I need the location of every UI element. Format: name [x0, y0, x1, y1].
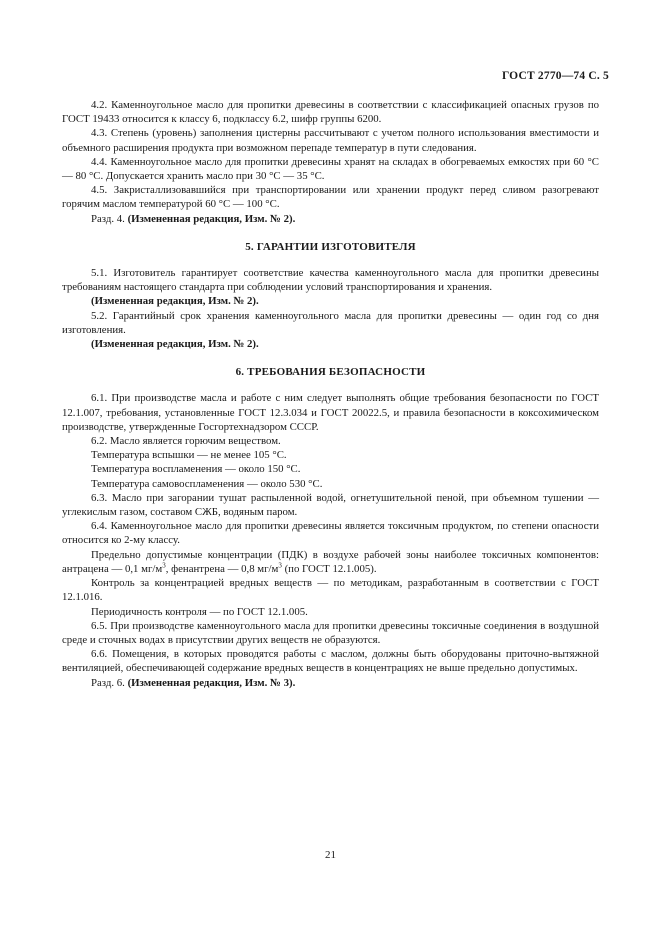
- paragraph-6-3: 6.3. Масло при загорании тушат распыленной водой, огнетушительной пеной, при объемном тушении — углекислым газом, составом СЖБ, водяным паром.: [62, 491, 599, 519]
- autoignition-temperature-line: Температура самовоспламенения — около 530 °С.: [91, 477, 323, 490]
- paragraph-4-3: 4.3. Степень (уровень) заполнения цистерны рассчитывают с учетом полного использования вместимости и объемного расширения продукта при возможном перепаде температур в пути следования.: [62, 127, 599, 154]
- paragraph-6-5: 6.5. При производстве каменноугольного масла для пропитки древесины токсичные соединения в воздушной среде и сточных водах в присутствии других веществ не образуются.: [62, 619, 599, 646]
- amendment-note-5-1: (Измененная редакция, Изм. № 2).: [91, 295, 259, 308]
- amendment-note-section-6: [62, 676, 599, 690]
- mac-text-anthracene: Предельно допустимые концентрации (ПДК) в воздухе рабочей зоны наиболее токсичных компонентов: антрацена — 0,1 мг/м: [62, 548, 599, 575]
- amendment-text: (Измененная редакция, Изм. № 3).: [127, 676, 296, 689]
- amendment-text: (Измененная редакция, Изм. № 2).: [127, 212, 296, 225]
- amendment-note-section-4: [62, 212, 599, 226]
- paragraph-5-2: 5.2. Гарантийный срок хранения каменноугольного масла для пропитки древесины — один год со дня изготовления.: [62, 309, 599, 336]
- superscript-3: 3: [278, 561, 282, 570]
- mac-text-phenanthrene: , фенантрена — 0,8 мг/м: [165, 562, 279, 575]
- mac-concentrations-paragraph: [62, 548, 599, 576]
- page-number: 21: [325, 849, 336, 861]
- flash-point-line: Температура вспышки — не менее 105 °С.: [91, 449, 287, 462]
- paragraph-5-1: 5.1. Изготовитель гарантирует соответствие качества каменноугольного масла для пропитки древесины требованиям настоящего стандарта при соблюдении условий транспортирования и хранения.: [62, 267, 599, 294]
- amendment-note-5-2: (Измененная редакция, Изм. № 2).: [91, 338, 259, 351]
- paragraph-6-2: 6.2. Масло является горючим веществом.: [91, 435, 281, 448]
- ignition-temperature-line: Температура воспламенения — около 150 °С.: [91, 463, 301, 476]
- paragraph-4-4: 4.4. Каменноугольное масло для пропитки древесины хранят на складах в обогреваемых емкостях при 60 °С — 80 °С. Допускается хранить масло при 30 °С — 35 °С.: [62, 155, 599, 183]
- paragraph-4-2: 4.2. Каменноугольное масло для пропитки древесины в соответствии с классификацией опасных грузов по ГОСТ 19433 относится к классу 6, подклассу 6.2, шифр группы 6200.: [62, 99, 599, 126]
- section-5-title: 5. ГАРАНТИИ ИЗГОТОВИТЕЛЯ: [245, 240, 416, 253]
- amendment-prefix: Разд. 6.: [91, 676, 125, 689]
- paragraph-6-6: 6.6. Помещения, в которых проводятся работы с маслом, должны быть оборудованы приточно-вытяжной вентиляцией, обеспечивающей содержание вредных веществ в концентрациях не выше предельно допустимых.: [62, 648, 599, 675]
- paragraph-4-5: 4.5. Закристаллизовавшийся при транспортировании или хранении продукт перед сливом разогревают горячим маслом температурой 60 °С — 100 °С.: [62, 184, 599, 211]
- section-6-title: 6. ТРЕБОВАНИЯ БЕЗОПАСНОСТИ: [235, 366, 426, 379]
- control-periodicity-line: Периодичность контроля — по ГОСТ 12.1.005.: [91, 605, 308, 618]
- document-body: [62, 98, 599, 690]
- amendment-prefix: Разд. 4.: [91, 212, 125, 225]
- mac-text-reference: (по ГОСТ 12.1.005).: [281, 562, 377, 575]
- control-methods-paragraph: Контроль за концентрацией вредных веществ — по методикам, разработанным в соответствии с ГОСТ 12.1.016.: [62, 577, 599, 604]
- paragraph-6-1: 6.1. При производстве масла и работе с ним следует выполнять общие требования безопасности по ГОСТ 12.1.007, требования, установленные ГОСТ 12.3.034 и ГОСТ 20022.5, и правила безопасности в коксохимическом производстве, утвержденные Госгортехнадзором СССР.: [62, 392, 599, 433]
- document-header: ГОСТ 2770—74 С. 5: [501, 70, 609, 82]
- paragraph-6-4: 6.4. Каменноугольное масло для пропитки древесины является токсичным продуктом, по степени опасности относится ко 2-му классу.: [62, 520, 599, 547]
- superscript-3: 3: [162, 561, 166, 570]
